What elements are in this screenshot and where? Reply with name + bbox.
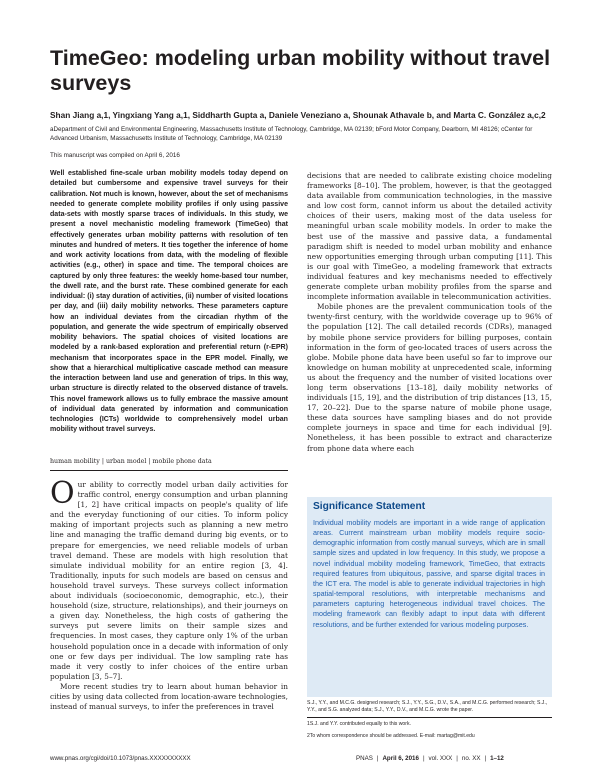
keywords-divider: [50, 470, 288, 471]
page-range: 1–12: [490, 755, 504, 762]
footnote-divider: [307, 717, 552, 718]
compiled-note: This manuscript was compiled on April 6, 2016: [50, 152, 180, 159]
page-footer: PNAS | April 6, 2016 | vol. XXX | no. XX | 1–12: [356, 755, 504, 762]
significance-text: Individual mobility models are important in a wide range of application areas. Current mainstream urban mobility models require socio-demographic information from costly manual surveys, which are in small sample sizes and updated in low frequency. In this study, we propose a novel individual mobility modeling framework, TimeGeo, that extracts required features from ubiquitous, passive, and sparse digital traces in the ICT era. The model is able to generate individual trajectories in high spatial-temporal resolutions, with interpretable mechanisms and parameters capturing heterogeneous individual travel choices. The modeling framework can flexibly adapt to input data with different resolutions, and be further extended for various modeling purposes.: [313, 518, 545, 629]
intro-paragraph-text: ur ability to correctly model urban daily activities for traffic control, energy consumption and urban planning [1, 2] have critical impacts on people's quality of life and the everyday functioning of our cities. To inform policy making of important projects such as planning a new metro line and managing the traffic demand during big events, or to prepare for emergencies, we need reliable models of urban travel demand. These are models with high resolution that simulate individual mobility for an entire region [3, 4]. Traditionally, inputs for such models are based on census and household travel surveys. These surveys collect information about individuals (socioeconomic, demographic, etc.), their household (size, structure, relationships), and their journeys on a given day. Nonetheless, the high costs of gathering the surveys put severe limits on their sample sizes and frequencies. In most cases, they capture only 1% of the urban household population once in a decade with information of only one or few days per individual. The low sampling rate has made it very costly to infer choices of the entire urban population [3, 5–7].: [50, 480, 288, 681]
intro-paragraph: [50, 476, 288, 682]
author-contributions: S.J., Y.Y., and M.C.G. designed research; S.J., Y.Y., S.G., D.V., S.A., and M.C.G. performed research; S.J., Y.Y., and S.G. analyzed data; S.J., Y.Y., D.V., and M.C.G. wrote the paper.: [307, 700, 548, 714]
body-column-left: [50, 476, 288, 712]
paper-title: TimeGeo: modeling urban mobility without travel surveys: [50, 46, 551, 95]
keywords: human mobility | urban model | mobile phone data: [50, 458, 212, 465]
body-paragraph: decisions that are needed to calibrate existing choice modeling frameworks [8–10]. The problem, however, is that the geotagged data available from communication technologies, in the massive and low cost form, cannot inform us about the detailed activity choices of their users, making most of the data useless for meaningful urban scale mobility models. In order to make the best use of the massive and passive data, a fundamental paradigm shift is needed to model urban mobility and enhance new opportunities emerging through urban computing [11]. This is our goal with TimeGeo, a modeling framework that extracts individual features and key mechanisms needed to effectively generate complete urban mobility profiles from the sparse and incomplete information available in telecommunication activities.: [307, 171, 552, 302]
body-paragraph: Mobile phones are the prevalent communication tools of the twenty-first century, with the worldwide coverage up to 96% of the population [12]. The call detailed records (CDRs), managed by mobile phone service providers for billing purposes, contain information in the form of geo-located traces of users across the globe. Mobile phone data have been useful so far to improve our knowledge on human mobility at unprecedented scale, informing us about the frequency and the number of visited locations over long term observations [13–18], daily mobility networks of individuals [15, 19], and the distribution of trip distances [13, 15, 17, 20–22]. Due to the sparse nature of mobile phone usage, these data sources have sampling biases and do not provide complete journeys in space and time for each individual [9]. Nonetheless, it has been possible to extract and characterize from phone data where each: [307, 302, 552, 453]
drop-cap: O: [50, 476, 75, 511]
footnote-equal-contribution: 1S.J. and Y.Y. contributed equally to this work.: [307, 721, 411, 727]
footnote-correspondence: 2To whom correspondence should be addressed. E-mail: martag@mit.edu: [307, 733, 475, 739]
issue-number: no. XX: [461, 755, 481, 762]
body-column-right: [307, 171, 552, 454]
body-paragraph: More recent studies try to learn about human behavior in cities by using data collected from location-aware technologies, instead of manual surveys, to infer the preferences in travel: [50, 681, 288, 712]
affiliations: aDepartment of Civil and Environmental Engineering, Massachusetts Institute of Technology, Cambridge, MA 02139; bFord Motor Company, Dearborn, MI 48126; cCenter for Advanced Urbanism, Massachusetts Institute of Technology, Cambridge, MA 02139: [50, 126, 533, 142]
publication-date: April 6, 2016: [382, 755, 419, 762]
abstract: [50, 169, 288, 436]
significance-title: Significance Statement: [313, 501, 426, 512]
doi-link[interactable]: www.pnas.org/cgi/doi/10.1073/pnas.XXXXXXXXXX: [50, 755, 191, 762]
journal-name: PNAS: [356, 755, 373, 762]
author-list: Shan Jiang a,1, Yingxiang Yang a,1, Siddharth Gupta a, Daniele Veneziano a, Shounak Athavale b, and Marta C. González a,c,2: [50, 110, 546, 120]
abstract-text: Well established fine-scale urban mobility models today depend on detailed but cumbersome and expensive travel surveys for their calibration. Not much is known, however, about the set of mechanisms needed to generate complete mobility profiles if only using passive data-sets with mostly sparse traces of individuals. In this study, we present a novel mechanistic modeling framework (TimeGeo) that effectively generates urban mobility patterns with resolution of ten minutes and hundred of meters. It ties together the inference of home and work activity locations from data, with the modeling of flexible activities (e.g., other) in space and time. The temporal choices are captured by only three features: the weekly home-based tour number, the dwell rate, and the burst rate. These combined generate for each individual: (i) stay duration of activities, (ii) number of visited locations per day, and (iii) daily mobility networks. These parameters capture how an individual deviates from the circadian rhythm of the population, and generate the wide spectrum of empirically observed mobility behaviors. The spatial choices of visited locations are modeled by a rank-based exploration and preferential return (r-EPR) mechanism that incorporates space in the EPR model. Finally, we show that a hierarchical multiplicative cascade method can measure the interaction between land use and generation of trips. In this way, urban structure is directly related to the observed distance of travels. This novel framework allows us to fully embrace the massive amount of individual data generated by information and communication technologies (ICTs) worldwide to comprehensively model urban mobility without travel surveys.: [50, 170, 288, 434]
volume: vol. XXX: [428, 755, 453, 762]
